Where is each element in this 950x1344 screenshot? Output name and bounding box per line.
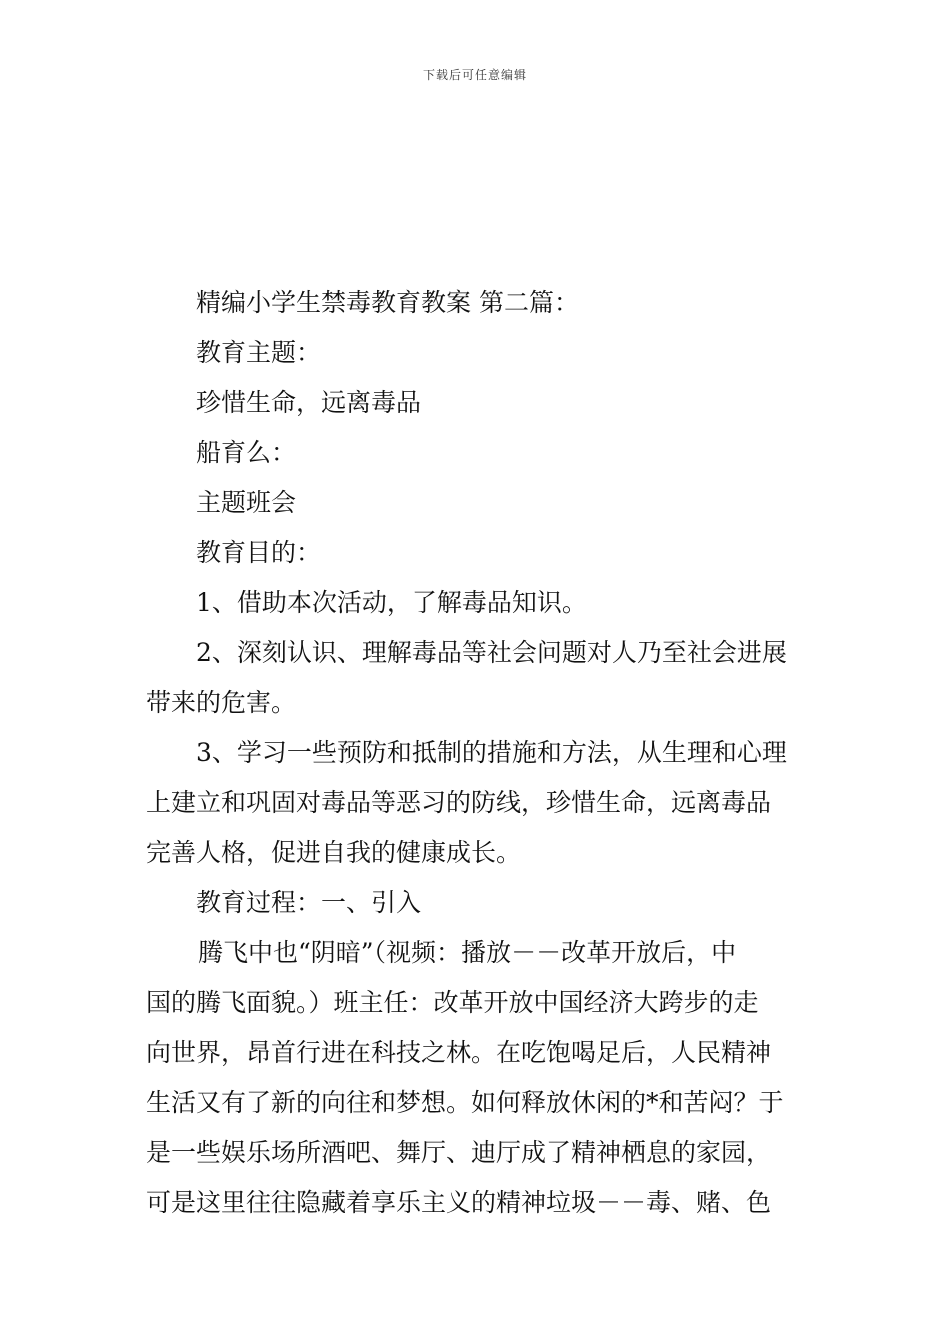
section-heading-theme: 教育主题：	[196, 338, 322, 367]
goal-item-3-line-2: 上建立和巩固对毒品等恶习的防线，珍惜生命，远离毒品	[146, 788, 772, 817]
section-heading-form: 船育么：	[196, 438, 297, 467]
process-paragraph-line-1: 腾飞中也“阴暗”（视频：播放－－改革开放后，中	[198, 938, 737, 967]
goal-item-2-line-1: 2、深刻认识、理解毒品等社会问题对人乃至社会进展	[196, 638, 787, 667]
process-paragraph-line-3: 向世界，昂首行进在科技之林。在吃饱喝足后，人民精神	[146, 1038, 772, 1067]
goal-item-2-line-2: 带来的危害。	[146, 688, 297, 717]
document-body	[146, 278, 810, 1228]
document-title: 精编小学生禁毒教育教案 第二篇：	[196, 288, 579, 317]
process-paragraph-line-6: 可是这里往往隐藏着享乐主义的精神垃圾－－毒、赌、色	[146, 1188, 772, 1217]
process-paragraph-line-2: 国的腾飞面貌。）班主任：改革开放中国经济大跨步的走	[146, 988, 759, 1017]
process-paragraph-line-5: 是一些娱乐场所酒吧、舞厅、迪厅成了精神栖息的家园，	[146, 1138, 772, 1167]
process-paragraph-line-4: 生活又有了新的向往和梦想。如何释放休闲的*和苦闷？于	[146, 1088, 784, 1117]
form-text: 主题班会	[196, 488, 297, 517]
theme-text: 珍惜生命，远离毒品	[196, 388, 422, 417]
page-header-note: 下载后可任意编辑	[422, 68, 527, 82]
section-heading-goals: 教育目的：	[196, 538, 322, 567]
section-heading-process: 教育过程：一、引入	[196, 888, 422, 917]
goal-item-3-line-3: 完善人格，促进自我的健康成长。	[146, 838, 522, 867]
goal-item-1: 1、借助本次活动，了解毒品知识。	[196, 588, 587, 617]
goal-item-3-line-1: 3、学习一些预防和抵制的措施和方法，从生理和心理	[196, 738, 787, 767]
